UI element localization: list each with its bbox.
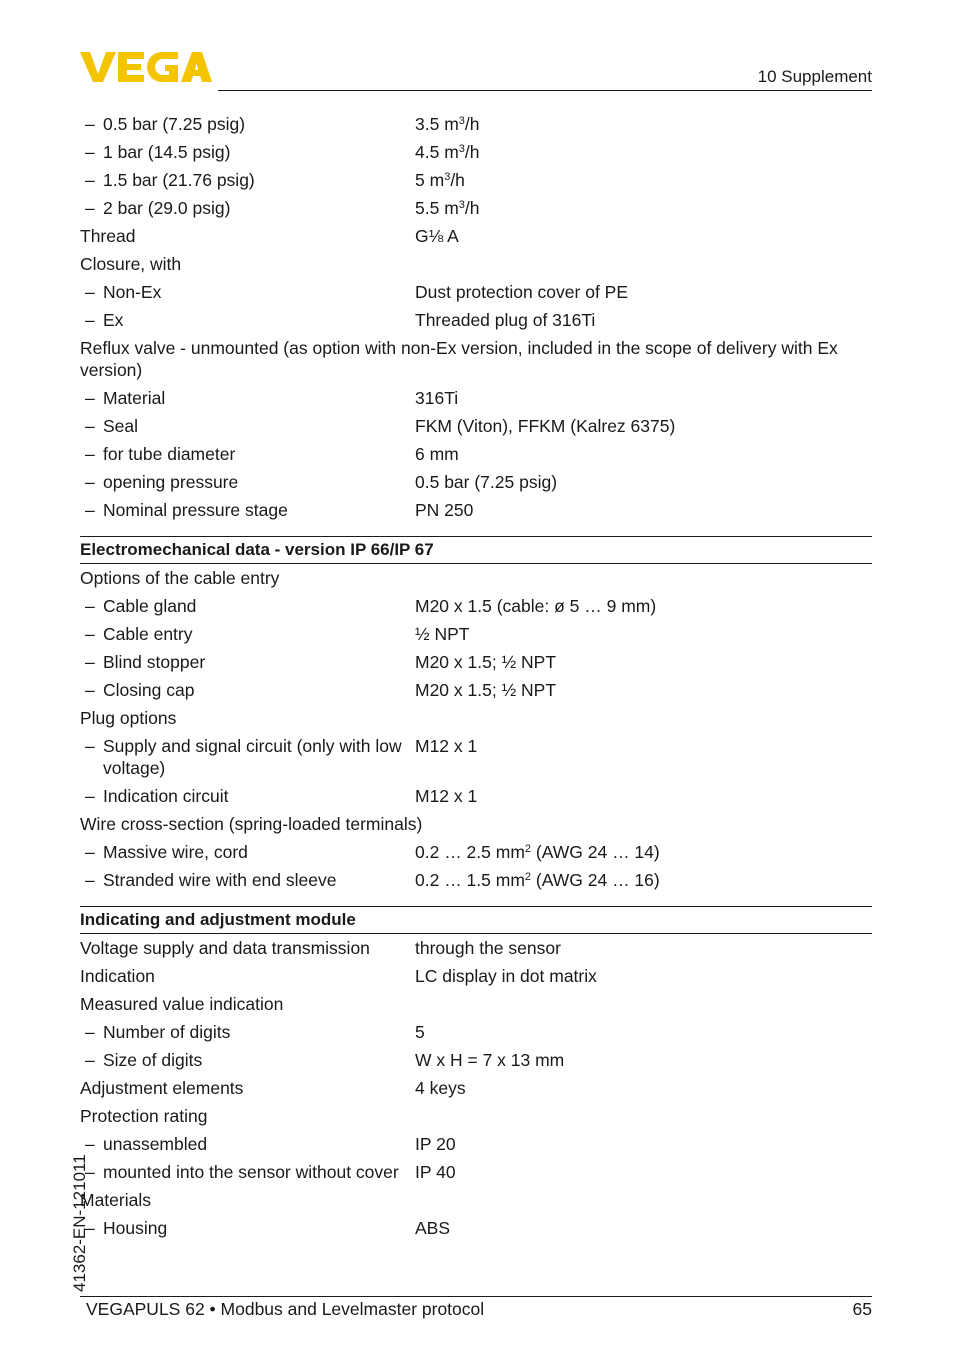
- spec-value: Threaded plug of 316Ti: [415, 310, 596, 330]
- spec-value: IP 40: [415, 1162, 456, 1182]
- spec-group-reflux: [80, 384, 872, 524]
- spec-row: [80, 1186, 872, 1214]
- spec-value: 0.2 … 1.5 $mm^2$ (AWG 24 … 16): [415, 870, 660, 890]
- spec-value: PN 250: [415, 500, 474, 520]
- spec-row-reflux: [80, 334, 872, 384]
- spec-value: G⅛ A: [415, 226, 459, 246]
- spec-value: 5.5 $m^3/h$: [415, 198, 480, 218]
- spec-label: – mounted into the sensor without cover: [80, 1161, 415, 1183]
- spec-label: – Number of digits: [80, 1021, 415, 1043]
- spec-group-indicating-module: [80, 934, 872, 1242]
- spec-label: – Nominal pressure stage: [80, 499, 415, 521]
- spec-value: ½ NPT: [415, 624, 470, 644]
- spec-value: 316Ti: [415, 388, 459, 408]
- spec-label: Voltage supply and data transmission: [80, 938, 370, 958]
- spec-value: Dust protection cover of PE: [415, 282, 629, 302]
- spec-value: 6 mm: [415, 444, 459, 464]
- page-number: 65: [852, 1299, 872, 1319]
- spec-value: IP 20: [415, 1134, 456, 1154]
- spec-label: – Ex: [80, 309, 415, 331]
- spec-label: Measured value indication: [80, 994, 284, 1014]
- spec-label: – Stranded wire with end sleeve: [80, 869, 415, 891]
- spec-row: [80, 838, 872, 866]
- spec-row: [80, 384, 872, 412]
- spec-row: [80, 592, 872, 620]
- spec-label: – Indication circuit: [80, 785, 415, 807]
- spec-label: Plug options: [80, 708, 177, 728]
- spec-label: – 1 bar (14.5 psig): [80, 141, 415, 163]
- footer-rule: [80, 1296, 872, 1297]
- spec-row: [80, 962, 872, 990]
- spec-row: [80, 138, 872, 166]
- spec-row: [80, 1158, 872, 1186]
- spec-row: [80, 250, 872, 278]
- spec-value: 5: [415, 1022, 425, 1042]
- spec-label: Options of the cable entry: [80, 568, 280, 588]
- spec-value: 4 keys: [415, 1078, 466, 1098]
- spec-row: [80, 620, 872, 648]
- spec-label: – 0.5 bar (7.25 psig): [80, 113, 415, 135]
- spec-row: [80, 704, 872, 732]
- footer-title: VEGAPULS 62 • Modbus and Levelmaster protocol: [86, 1299, 485, 1319]
- spec-value: 0.5 bar (7.25 psig): [415, 472, 558, 492]
- spec-value: M20 x 1.5 (cable: ø 5 … 9 mm): [415, 596, 657, 616]
- spec-row: [80, 1018, 872, 1046]
- spec-value: M12 x 1: [415, 786, 478, 806]
- spec-label: – Material: [80, 387, 415, 409]
- spec-row: [80, 412, 872, 440]
- spec-row: [80, 440, 872, 468]
- spec-value: M20 x 1.5; ½ NPT: [415, 680, 557, 700]
- spec-label: Thread: [80, 226, 136, 246]
- spec-value: through the sensor: [415, 938, 561, 958]
- section-heading-electromechanical: Electromechanical data - version IP 66/IP 67: [80, 536, 872, 564]
- spec-value: 0.2 … 2.5 $mm^2$ (AWG 24 … 14): [415, 842, 660, 862]
- spec-row: [80, 1214, 872, 1242]
- spec-value: W x H = 7 x 13 mm: [415, 1050, 565, 1070]
- spec-value: ABS: [415, 1218, 451, 1238]
- spec-label: – Blind stopper: [80, 651, 415, 673]
- spec-label: – Cable gland: [80, 595, 415, 617]
- spec-row: [80, 564, 872, 592]
- spec-label: – opening pressure: [80, 471, 415, 493]
- spec-label: – unassembled: [80, 1133, 415, 1155]
- spec-row: [80, 648, 872, 676]
- spec-value: M20 x 1.5; ½ NPT: [415, 652, 557, 672]
- spec-row: [80, 278, 872, 306]
- spec-row: [80, 166, 872, 194]
- spec-label: – 1.5 bar (21.76 psig): [80, 169, 415, 191]
- spec-row: [80, 306, 872, 334]
- header-rule: [218, 90, 872, 91]
- document-id: 41362-EN-121011: [70, 1154, 89, 1292]
- spec-row: [80, 990, 872, 1018]
- spec-label: Closure, with: [80, 254, 182, 274]
- spec-row: [80, 810, 872, 838]
- spec-label: – Size of digits: [80, 1049, 415, 1071]
- spec-row: [80, 934, 872, 962]
- spec-label: Indication: [80, 966, 155, 986]
- spec-row: [80, 782, 872, 810]
- spec-row: [80, 194, 872, 222]
- section-heading-indicating-module: Indicating and adjustment module: [80, 906, 872, 934]
- spec-label: – Supply and signal circuit (only with low voltage): [80, 735, 415, 779]
- vega-logo: [80, 50, 212, 84]
- spec-label: – for tube diameter: [80, 443, 415, 465]
- spec-row: [80, 110, 872, 138]
- header-section-title: 10 Supplement: [757, 67, 872, 86]
- spec-label: – Cable entry: [80, 623, 415, 645]
- spec-label: Reflux valve - unmounted (as option with non-Ex version, included in the scope of delivery with Ex version): [80, 338, 838, 380]
- spec-row: [80, 1046, 872, 1074]
- spec-value: M12 x 1: [415, 736, 478, 756]
- spec-group-electromechanical: [80, 564, 872, 894]
- spec-row: [80, 468, 872, 496]
- spec-value: LC display in dot matrix: [415, 966, 597, 986]
- spec-row: [80, 866, 872, 894]
- spec-row: [80, 1130, 872, 1158]
- spec-value: 5 $m^3/h$: [415, 170, 465, 190]
- spec-label: – 2 bar (29.0 psig): [80, 197, 415, 219]
- spec-value: 4.5 $m^3/h$: [415, 142, 480, 162]
- spec-value: 3.5 $m^3/h$: [415, 114, 480, 134]
- spec-label: Adjustment elements: [80, 1078, 244, 1098]
- spec-group-flow: [80, 110, 872, 334]
- spec-row: [80, 496, 872, 524]
- spec-label: Wire cross-section (spring-loaded terminals): [80, 814, 423, 834]
- spec-row: [80, 732, 872, 782]
- spec-row: [80, 222, 872, 250]
- spec-value: FKM (Viton), FFKM (Kalrez 6375): [415, 416, 676, 436]
- spec-label: – Non-Ex: [80, 281, 415, 303]
- spec-label: Protection rating: [80, 1106, 208, 1126]
- spec-row: [80, 1074, 872, 1102]
- spec-label: – Closing cap: [80, 679, 415, 701]
- spec-row: [80, 1102, 872, 1130]
- spec-content: [80, 110, 872, 1242]
- spec-label: – Seal: [80, 415, 415, 437]
- spec-label: – Massive wire, cord: [80, 841, 415, 863]
- spec-label: Materials: [80, 1190, 151, 1210]
- spec-label: – Housing: [80, 1217, 415, 1239]
- spec-row: [80, 676, 872, 704]
